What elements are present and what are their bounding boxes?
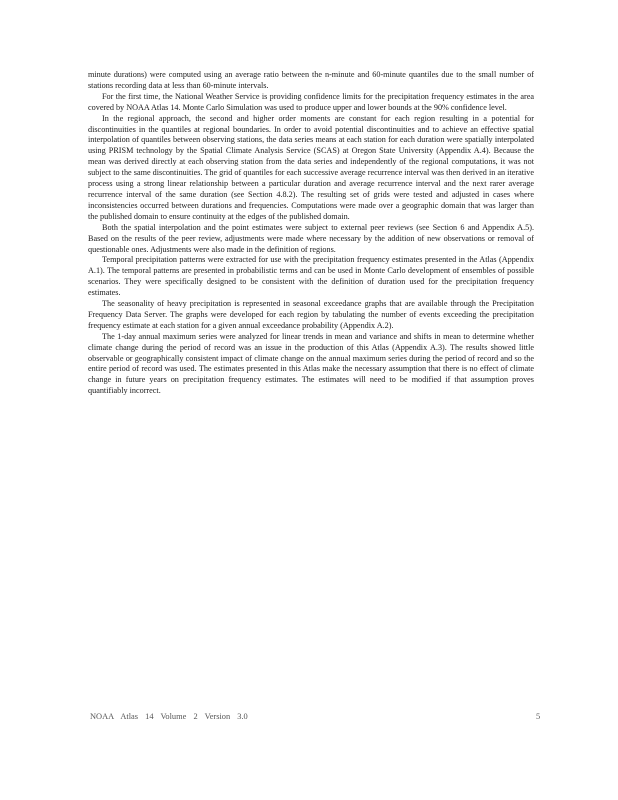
paragraph: minute durations) were computed using an average ratio between the n-minute and 60-minute quantiles due to the small number of stations recording data at less than 60-minute intervals. — [88, 70, 534, 90]
body-text — [88, 70, 534, 397]
paragraph: For the first time, the National Weather Service is providing confidence limits for the precipitation frequency estimates in the area covered by NOAA Atlas 14. Monte Carlo Simulation was used to produce upper and lower bounds at the 90% confidence level. — [88, 91, 534, 112]
paragraph: Temporal precipitation patterns were extracted for use with the precipitation frequency estimates presented in the Atlas (Appendix A.1). The temporal patterns are presented in probabilistic terms and can be used in Monte Carlo development of ensembles of possible scenarios. They were specifically designed to be consistent with the definition of duration used for the precipitation frequency estimates. — [88, 255, 534, 298]
paragraph: The 1-day annual maximum series were analyzed for linear trends in mean and variance and shifts in mean to determine whether climate change during the period of record was an issue in the production of this Atlas (Appendix A.3). The results showed little observable or geographically consistent impact of climate change on the annual maximum series during the period of record and so the entire period of record was used. The estimates presented in this Atlas make the necessary assumption that there is no effect of climate change in future years on precipitation frequency estimates. The estimates will need to be modified if that assumption proves quantifiably incorrect. — [88, 331, 534, 396]
page-number: 5 — [536, 712, 541, 721]
footer-title: NOAA Atlas 14 Volume 2 Version 3.0 — [90, 712, 248, 721]
paragraph: The seasonality of heavy precipitation is represented in seasonal exceedance graphs that are available through the Precipitation Frequency Data Server. The graphs were developed for each region by tabulating the number of events exceeding the precipitation frequency estimate at each station for a given annual exceedance probability (Appendix A.2). — [88, 299, 534, 330]
paragraph: In the regional approach, the second and higher order moments are constant for each region resulting in a potential for discontinuities in the quantiles at regional boundaries. In order to avoid potential discontinuities and to achieve an effective spatial interpolation of quantiles between observing stations, the data series means at each station for each duration were spatially interpolated using PRISM technology by the Spatial Climate Analysis Service (SCAS) at Oregon State University (Appendix A.4). Because the mean was derived directly at each observing station from the data series and independently of the regional computations, it was not subject to the same discontinuities. The grid of quantiles for each successive average recurrence interval was then derived in an iterative process using a strong linear relationship between a particular duration and average recurrence interval and the next rarer average recurrence interval of the same duration (see Section 4.8.2). The resulting set of grids were tested and adjusted in cases where inconsistencies occurred between durations and frequencies. Computations were made over a geographic domain that was larger than the published domain to ensure continuity at the edges of the published domain. — [88, 113, 534, 221]
paragraph: Both the spatial interpolation and the point estimates were subject to external peer reviews (see Section 6 and Appendix A.5). Based on the results of the peer review, adjustments were made where necessary by the addition of new observations or removal of questionable ones. Adjustments were also made in the definition of regions. — [88, 222, 534, 254]
